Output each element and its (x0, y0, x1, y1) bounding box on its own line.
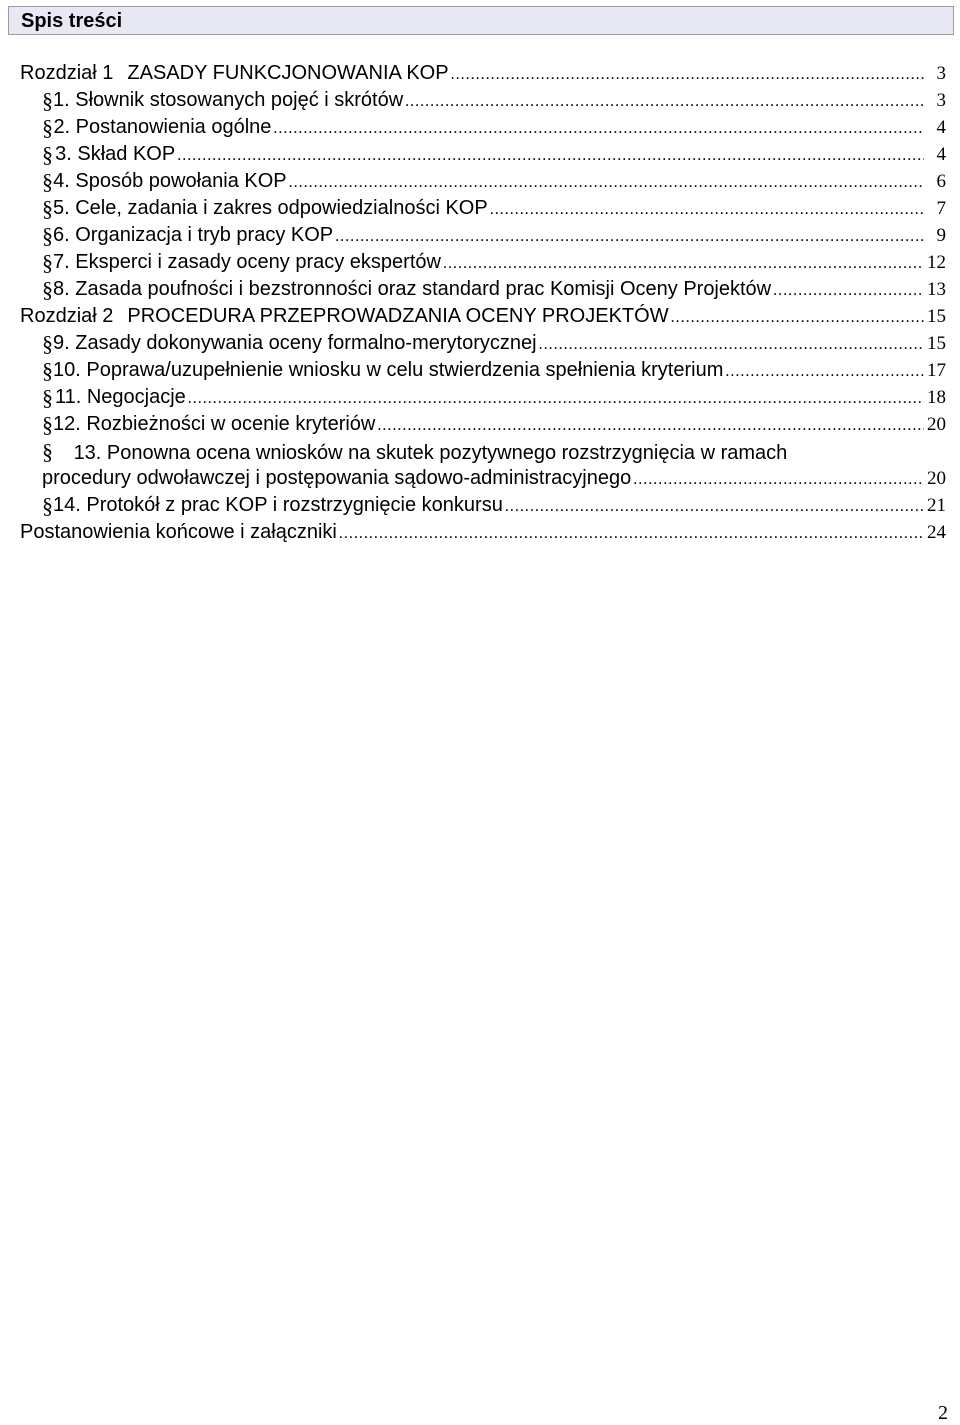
section-sign-icon: § (42, 250, 53, 275)
entry-page-number: 6 (936, 171, 946, 192)
section-sign-icon: § (42, 142, 53, 167)
chapter-label: Rozdział 2 (20, 305, 114, 327)
section-sign-icon: § (42, 331, 53, 356)
dot-leader (671, 303, 924, 330)
entry-title: 14. Protokół z prac KOP i rozstrzygnięcie konkursu (53, 494, 503, 516)
dot-leader (773, 276, 924, 303)
entry-page-number: 3 (936, 63, 946, 84)
entry-title: 11. Negocjacje (54, 386, 186, 408)
toc-section-entry[interactable] (20, 87, 946, 114)
entry-title: 2. Postanowienia ogólne (53, 116, 272, 138)
entry-title: 9. Zasady dokonywania oceny formalno-merytorycznej (53, 332, 537, 354)
dot-leader (490, 195, 924, 222)
section-sign-icon: § (42, 169, 53, 194)
dot-leader (188, 384, 924, 411)
entry-page-number: 4 (936, 117, 946, 138)
toc-section-entry[interactable] (20, 195, 946, 222)
entry-page-number: 18 (927, 387, 946, 408)
dot-leader (405, 87, 924, 114)
entry-page-number: 21 (927, 495, 946, 516)
toc-section-entry[interactable] (20, 141, 946, 168)
toc-section-entry[interactable] (20, 384, 946, 411)
toc-section-entry[interactable] (20, 114, 946, 141)
dot-leader (335, 222, 924, 249)
dot-leader (505, 492, 924, 519)
dot-leader (289, 168, 924, 195)
entry-page-number: 20 (927, 468, 946, 489)
toc-section-entry[interactable] (20, 411, 946, 438)
entry-second-line (20, 465, 946, 492)
dot-leader (451, 60, 924, 87)
entry-page-number: 12 (927, 252, 946, 273)
entry-title: 7. Eksperci i zasady oceny pracy ekspertów (53, 251, 441, 273)
dot-leader (377, 411, 924, 438)
entry-title-line-1: 13. Ponowna ocena wniosków na skutek pozytywnego rozstrzygnięcia w ramach (73, 442, 788, 464)
section-sign-icon: § (42, 385, 53, 410)
entry-title: 3. Skład KOP (55, 143, 176, 165)
toc-plain-entry[interactable] (20, 519, 946, 546)
entry-first-line (20, 438, 946, 465)
section-sign-icon: § (42, 223, 53, 248)
toc-chapter-entry[interactable] (20, 303, 946, 330)
section-sign-icon: § (42, 196, 53, 221)
entry-title: 4. Sposób powołania KOP (53, 170, 287, 192)
table-of-contents (20, 60, 946, 546)
toc-section-entry[interactable] (20, 330, 946, 357)
toc-section-entry[interactable] (20, 357, 946, 384)
toc-section-entry[interactable] (20, 249, 946, 276)
entry-page-number: 15 (927, 306, 946, 327)
entry-page-number: 3 (936, 90, 946, 111)
entry-title: Postanowienia końcowe i załączniki (20, 521, 337, 543)
section-sign-icon: § (42, 412, 53, 437)
dot-leader (539, 330, 924, 357)
chapter-label: Rozdział 1 (20, 62, 114, 84)
section-sign-icon: § (42, 115, 53, 140)
section-sign-icon: § (42, 439, 53, 464)
entry-page-number: 24 (927, 522, 946, 543)
entry-page-number: 15 (927, 333, 946, 354)
entry-title: 12. Rozbieżności w ocenie kryteriów (53, 413, 376, 435)
toc-heading: Spis treści (21, 10, 123, 32)
entry-title: 6. Organizacja i tryb pracy KOP (53, 224, 334, 246)
footer-page-number: 2 (938, 1402, 948, 1424)
entry-title: PROCEDURA PRZEPROWADZANIA OCENY PROJEKTÓW (127, 305, 669, 327)
dot-leader (725, 357, 924, 384)
section-sign-icon: § (42, 493, 53, 518)
section-sign-icon: § (42, 88, 53, 113)
entry-title: 1. Słownik stosowanych pojęć i skrótów (53, 89, 404, 111)
toc-section-entry[interactable] (20, 168, 946, 195)
entry-title: 8. Zasada poufności i bezstronności oraz standard prac Komisji Oceny Projektów (53, 278, 772, 300)
entry-title-line-2: procedury odwoławczej i postępowania sądowo-administracyjnego (42, 467, 632, 489)
toc-chapter-entry[interactable] (20, 60, 946, 87)
entry-page-number: 7 (936, 198, 946, 219)
toc-section-entry[interactable] (20, 438, 946, 492)
dot-leader (443, 249, 924, 276)
section-sign-icon: § (42, 277, 53, 302)
entry-page-number: 20 (927, 414, 946, 435)
toc-section-entry[interactable] (20, 492, 946, 519)
toc-section-entry[interactable] (20, 222, 946, 249)
entry-title: 5. Cele, zadania i zakres odpowiedzialności KOP (53, 197, 488, 219)
entry-title: ZASADY FUNKCJONOWANIA KOP (127, 62, 449, 84)
toc-section-entry[interactable] (20, 276, 946, 303)
toc-header-bar (8, 6, 954, 35)
dot-leader (633, 465, 924, 492)
entry-page-number: 9 (936, 225, 946, 246)
section-sign-icon: § (42, 358, 53, 383)
dot-leader (273, 114, 924, 141)
entry-page-number: 17 (927, 360, 946, 381)
entry-page-number: 13 (927, 279, 946, 300)
entry-title: 10. Poprawa/uzupełnienie wniosku w celu stwierdzenia spełnienia kryterium (53, 359, 724, 381)
dot-leader (177, 141, 924, 168)
dot-leader (339, 519, 924, 546)
entry-page-number: 4 (936, 144, 946, 165)
